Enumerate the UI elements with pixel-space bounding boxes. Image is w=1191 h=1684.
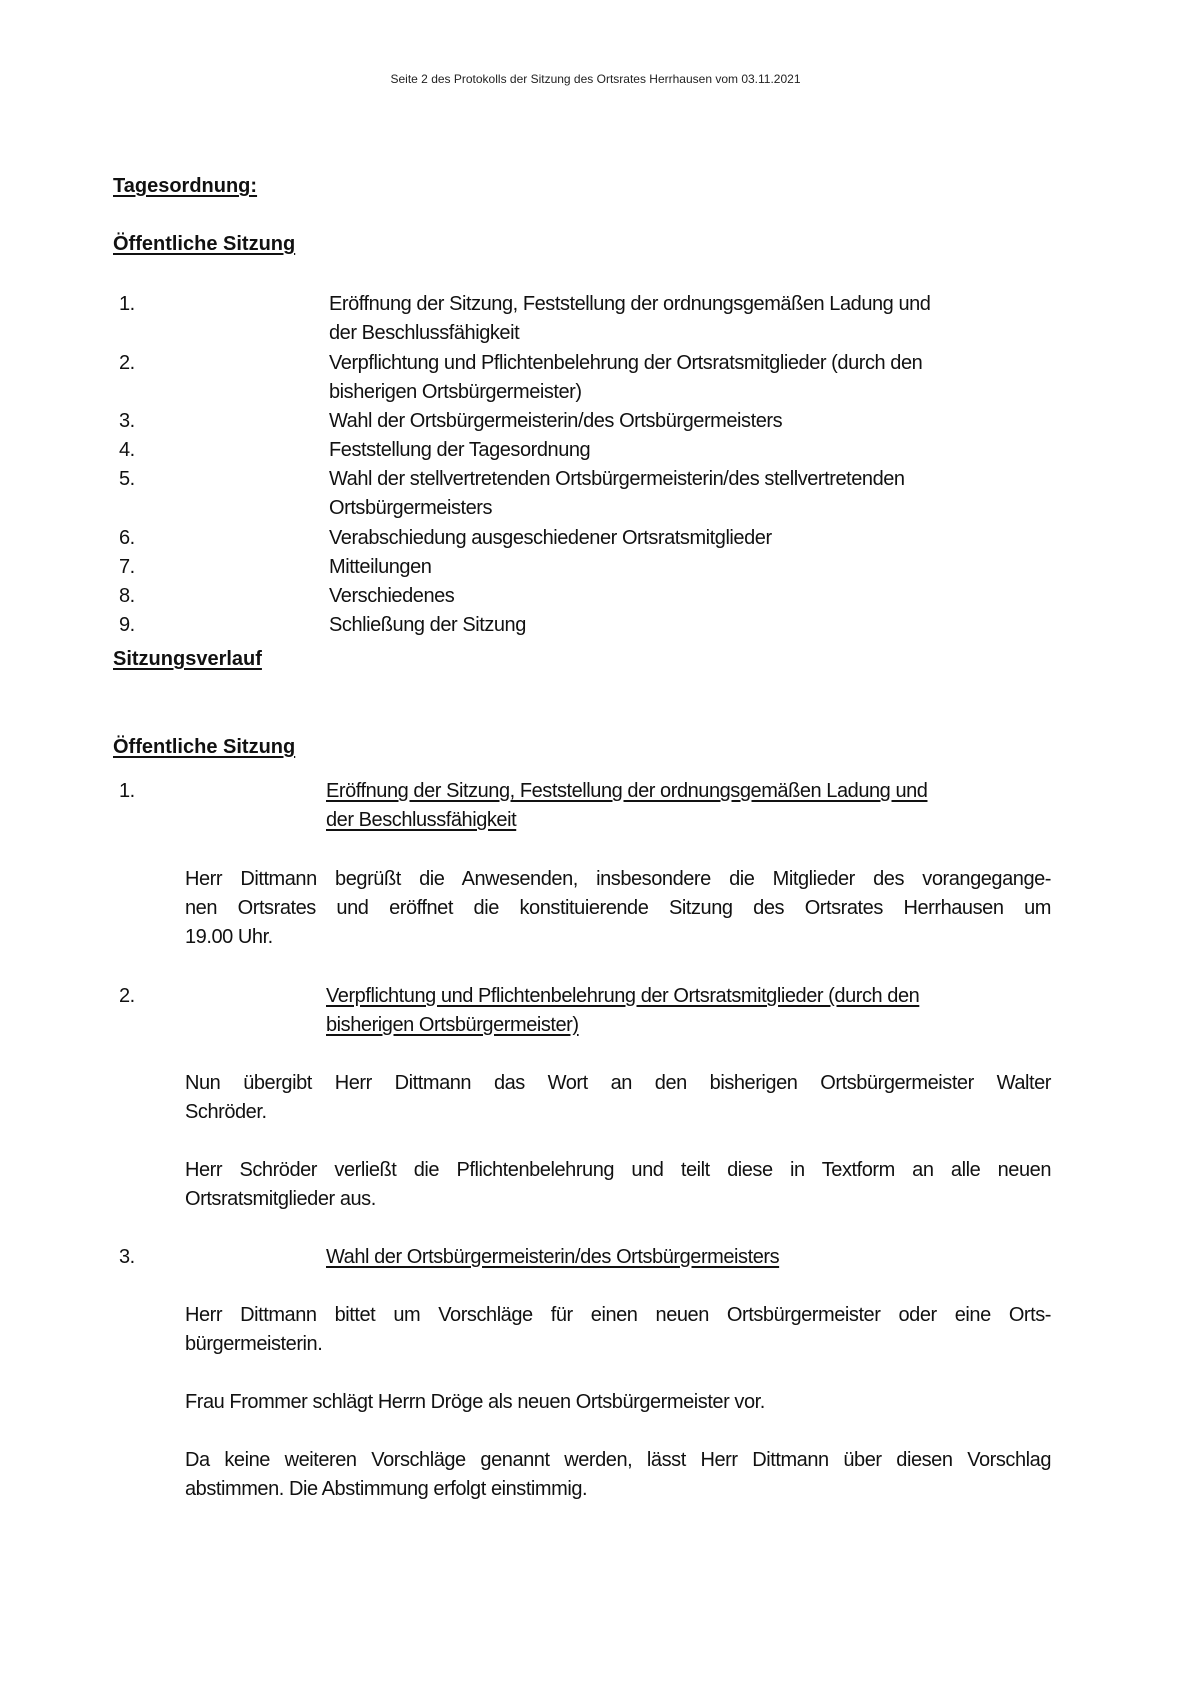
agenda-item-number: 2. — [119, 352, 135, 374]
paragraph-line: Schröder. — [185, 1101, 267, 1123]
paragraph-line: Da keine weiteren Vorschläge genannt werden, lässt Herr Dittmann über diesen Vorschlag — [185, 1449, 1051, 1471]
proceedings-item-number: 3. — [119, 1246, 135, 1268]
paragraph — [185, 1446, 1051, 1504]
proceedings-item-title: Wahl der Ortsbürgermeisterin/des Ortsbürgermeisters — [326, 1246, 780, 1268]
agenda-item-text: der Beschlussfähigkeit — [329, 322, 520, 344]
paragraph-line: Frau Frommer schlägt Herrn Dröge als neuen Ortsbürgermeister vor. — [185, 1391, 765, 1413]
agenda-title: Tagesordnung: — [113, 175, 258, 197]
paragraph — [185, 1301, 1051, 1359]
agenda-item-text: Ortsbürgermeisters — [329, 497, 493, 519]
agenda-item-text: Verabschiedung ausgeschiedener Ortsratsmitglieder — [329, 527, 772, 549]
agenda-section-title: Öffentliche Sitzung — [113, 233, 296, 255]
agenda-item-number: 1. — [119, 293, 135, 315]
agenda-item-text: Eröffnung der Sitzung, Feststellung der ordnungsgemäßen Ladung und — [329, 293, 931, 315]
agenda-item-number: 9. — [119, 614, 135, 636]
agenda-item-number: 6. — [119, 527, 135, 549]
paragraph-line: Herr Dittmann bittet um Vorschläge für einen neuen Ortsbürgermeister oder eine Orts- — [185, 1304, 1051, 1326]
paragraph-line: 19.00 Uhr. — [185, 926, 273, 948]
proceedings-item-title: Eröffnung der Sitzung, Feststellung der ordnungsgemäßen Ladung und — [326, 780, 928, 802]
agenda-item-text: Wahl der Ortsbürgermeisterin/des Ortsbürgermeisters — [329, 410, 783, 432]
agenda-item-text: bisherigen Ortsbürgermeister) — [329, 381, 582, 403]
agenda-item-text: Verpflichtung und Pflichtenbelehrung der Ortsratsmitglieder (durch den — [329, 352, 923, 374]
paragraph — [185, 1069, 1051, 1127]
proceedings-item-number: 2. — [119, 985, 135, 1007]
agenda-item-number: 5. — [119, 468, 135, 490]
agenda-item-number: 3. — [119, 410, 135, 432]
paragraph-line: Herr Schröder verließt die Pflichtenbelehrung und teilt diese in Textform an alle neuen — [185, 1159, 1051, 1181]
proceedings-item-number: 1. — [119, 780, 135, 802]
agenda-item-number: 4. — [119, 439, 135, 461]
proceedings-item-title: der Beschlussfähigkeit — [326, 809, 517, 831]
proceedings-title: Sitzungsverlauf — [113, 648, 262, 670]
page-header: Seite 2 des Protokolls der Sitzung des Ortsrates Herrhausen vom 03.11.2021 — [390, 72, 801, 86]
paragraph-line: nen Ortsrates und eröffnet die konstituierende Sitzung des Ortsrates Herrhausen um — [185, 897, 1051, 919]
paragraph-line: bürgermeisterin. — [185, 1333, 323, 1355]
paragraph-line: Ortsratsmitglieder aus. — [185, 1188, 376, 1210]
agenda-item-number: 8. — [119, 585, 135, 607]
paragraph-line: Herr Dittmann begrüßt die Anwesenden, insbesondere die Mitglieder des vorangegange- — [185, 868, 1051, 890]
agenda-item-number: 7. — [119, 556, 135, 578]
paragraph — [185, 1156, 1051, 1214]
proceedings-item-title: Verpflichtung und Pflichtenbelehrung der Ortsratsmitglieder (durch den — [326, 985, 920, 1007]
paragraph-line: Nun übergibt Herr Dittmann das Wort an den bisherigen Ortsbürgermeister Walter — [185, 1072, 1051, 1094]
paragraph — [185, 1388, 1051, 1417]
agenda-item-text: Wahl der stellvertretenden Ortsbürgermeisterin/des stellvertretenden — [329, 468, 905, 490]
paragraph — [185, 865, 1051, 952]
proceedings-section-title: Öffentliche Sitzung — [113, 736, 296, 758]
proceedings-item-title: bisherigen Ortsbürgermeister) — [326, 1014, 579, 1036]
paragraph-line: abstimmen. Die Abstimmung erfolgt einstimmig. — [185, 1478, 588, 1500]
agenda-item-text: Schließung der Sitzung — [329, 614, 526, 636]
agenda-item-text: Verschiedenes — [329, 585, 455, 607]
agenda-item-text: Feststellung der Tagesordnung — [329, 439, 591, 461]
agenda-item-text: Mitteilungen — [329, 556, 432, 578]
